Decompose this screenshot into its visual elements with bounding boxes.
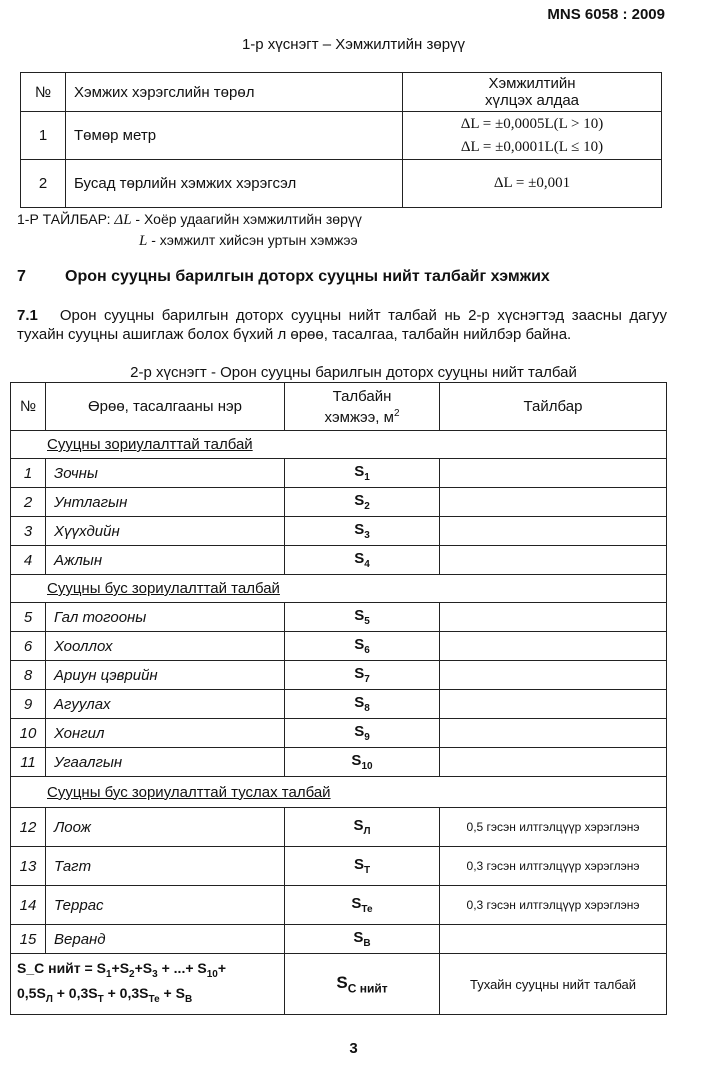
area-symbol: $S_{10}$ [285, 748, 440, 777]
area-symbol: $S_1$ [285, 459, 440, 488]
tolerance-formula: ΔL = ±0,001 [403, 160, 662, 208]
header-room-name: Өрөө, тасалгааны нэр [46, 383, 285, 431]
remark [440, 690, 667, 719]
area-symbol: $S_4$ [285, 546, 440, 575]
header-remark: Тайлбар [440, 383, 667, 431]
remark [440, 488, 667, 517]
remark [440, 517, 667, 546]
section-row: Сууцны бус зориулалттай талбай [11, 575, 667, 603]
section-heading: 7 Орон сууцны барилгын доторх сууцны нийт талбайг хэмжих [17, 268, 550, 285]
remark: 0,3 гэсэн илтгэлцүүр хэрэглэнэ [440, 847, 667, 886]
room-name: Тагт [46, 847, 285, 886]
room-name: Ажлын [46, 546, 285, 575]
area-table [10, 382, 667, 1015]
area-symbol: $S_2$ [285, 488, 440, 517]
area-symbol: $S_В$ [285, 925, 440, 954]
area-symbol: $S_Л$ [285, 808, 440, 847]
remark [440, 748, 667, 777]
area-symbol: $S_7$ [285, 661, 440, 690]
paragraph-7-1: 7.1 Орон сууцны барилгын доторх сууцны нийт талбай нь 2-р хүснэгтэд заасны дагуу тухайн сууцны ашиглаж болох бүхий л өрөө, тасалгаа, талбайн нийлбэр байна. [17, 307, 667, 343]
instrument-name: Бусад төрлийн хэмжих хэрэгсэл [66, 160, 403, 208]
row-number: 4 [11, 546, 46, 575]
area-symbol: $S_6$ [285, 632, 440, 661]
header-tolerance: Хэмжилтийн хүлцэх алдаа [403, 73, 662, 112]
room-name: Агуулах [46, 690, 285, 719]
total-remark: Тухайн сууцны нийт талбай [440, 954, 667, 1015]
room-name: Угаалгын [46, 748, 285, 777]
area-symbol: $S_Т$ [285, 847, 440, 886]
instrument-name: Төмөр метр [66, 112, 403, 160]
note-line-2: L - хэмжилт хийсэн уртын хэмжээ [139, 232, 358, 249]
row-number: 6 [11, 632, 46, 661]
page-number: 3 [349, 1040, 358, 1057]
room-name: Веранд [46, 925, 285, 954]
remark [440, 661, 667, 690]
remark [440, 925, 667, 954]
header-no: № [21, 73, 66, 112]
room-name: Хүүхдийн [46, 517, 285, 546]
room-name: Зочны [46, 459, 285, 488]
row-number: 10 [11, 719, 46, 748]
remark [440, 603, 667, 632]
tolerance-formula: ΔL = ±0,0005L(L > 10) ΔL = ±0,0001L(L ≤ 10) [403, 112, 662, 160]
row-number: 13 [11, 847, 46, 886]
total-formula-line-1: S_C нийт = $S_1+S_2+S_3$ + ...+ $S_{10}+$ [17, 960, 227, 980]
header-no: № [11, 383, 46, 431]
remark [440, 719, 667, 748]
row-number: 2 [21, 160, 66, 208]
row-number: 8 [11, 661, 46, 690]
row-number: 1 [21, 112, 66, 160]
row-number: 9 [11, 690, 46, 719]
remark [440, 546, 667, 575]
room-name: Ариун цэврийн [46, 661, 285, 690]
row-number: 2 [11, 488, 46, 517]
area-symbol: $S_{Те}$ [285, 886, 440, 925]
standard-id: MNS 6058 : 2009 [547, 6, 665, 23]
area-symbol: $S_9$ [285, 719, 440, 748]
room-name: Гал тогооны [46, 603, 285, 632]
row-number: 11 [11, 748, 46, 777]
row-number: 5 [11, 603, 46, 632]
remark [440, 459, 667, 488]
table2-caption: 2-р хүснэгт - Орон сууцны барилгын доторх сууцны нийт талбай [130, 364, 577, 381]
room-name: Хооллох [46, 632, 285, 661]
section-row: Сууцны зориулалттай талбай [11, 431, 667, 459]
room-name: Лоож [46, 808, 285, 847]
note-line-1: 1-Р ТАЙЛБАР: ΔL - Хоёр удаагийн хэмжилтийн зөрүү [17, 211, 362, 228]
area-symbol: $S_8$ [285, 690, 440, 719]
row-number: 3 [11, 517, 46, 546]
header-area: Талбайн хэмжээ, $м^2$ [285, 383, 440, 431]
room-name: Унтлагын [46, 488, 285, 517]
room-name: Хонгил [46, 719, 285, 748]
table1-caption: 1-р хүснэгт – Хэмжилтийн зөрүү [241, 36, 466, 53]
row-number: 1 [11, 459, 46, 488]
area-symbol: $S_5$ [285, 603, 440, 632]
row-number: 15 [11, 925, 46, 954]
total-area-symbol: $S_{С нийт}$ [285, 954, 440, 1015]
error-table [20, 72, 662, 208]
remark: 0,3 гэсэн илтгэлцүүр хэрэглэнэ [440, 886, 667, 925]
total-formula-line-2: $0,5S_Л + 0,3S_Т + 0,3S_{Те} + S_В$ [17, 985, 193, 1005]
row-number: 14 [11, 886, 46, 925]
header-instrument-type: Хэмжих хэрэгслийн төрөл [66, 73, 403, 112]
area-symbol: $S_3$ [285, 517, 440, 546]
section-row: Сууцны бус зориулалттай туслах талбай [11, 777, 667, 808]
total-formula [11, 954, 285, 1015]
remark: 0,5 гэсэн илтгэлцүүр хэрэглэнэ [440, 808, 667, 847]
remark [440, 632, 667, 661]
row-number: 12 [11, 808, 46, 847]
room-name: Террас [46, 886, 285, 925]
